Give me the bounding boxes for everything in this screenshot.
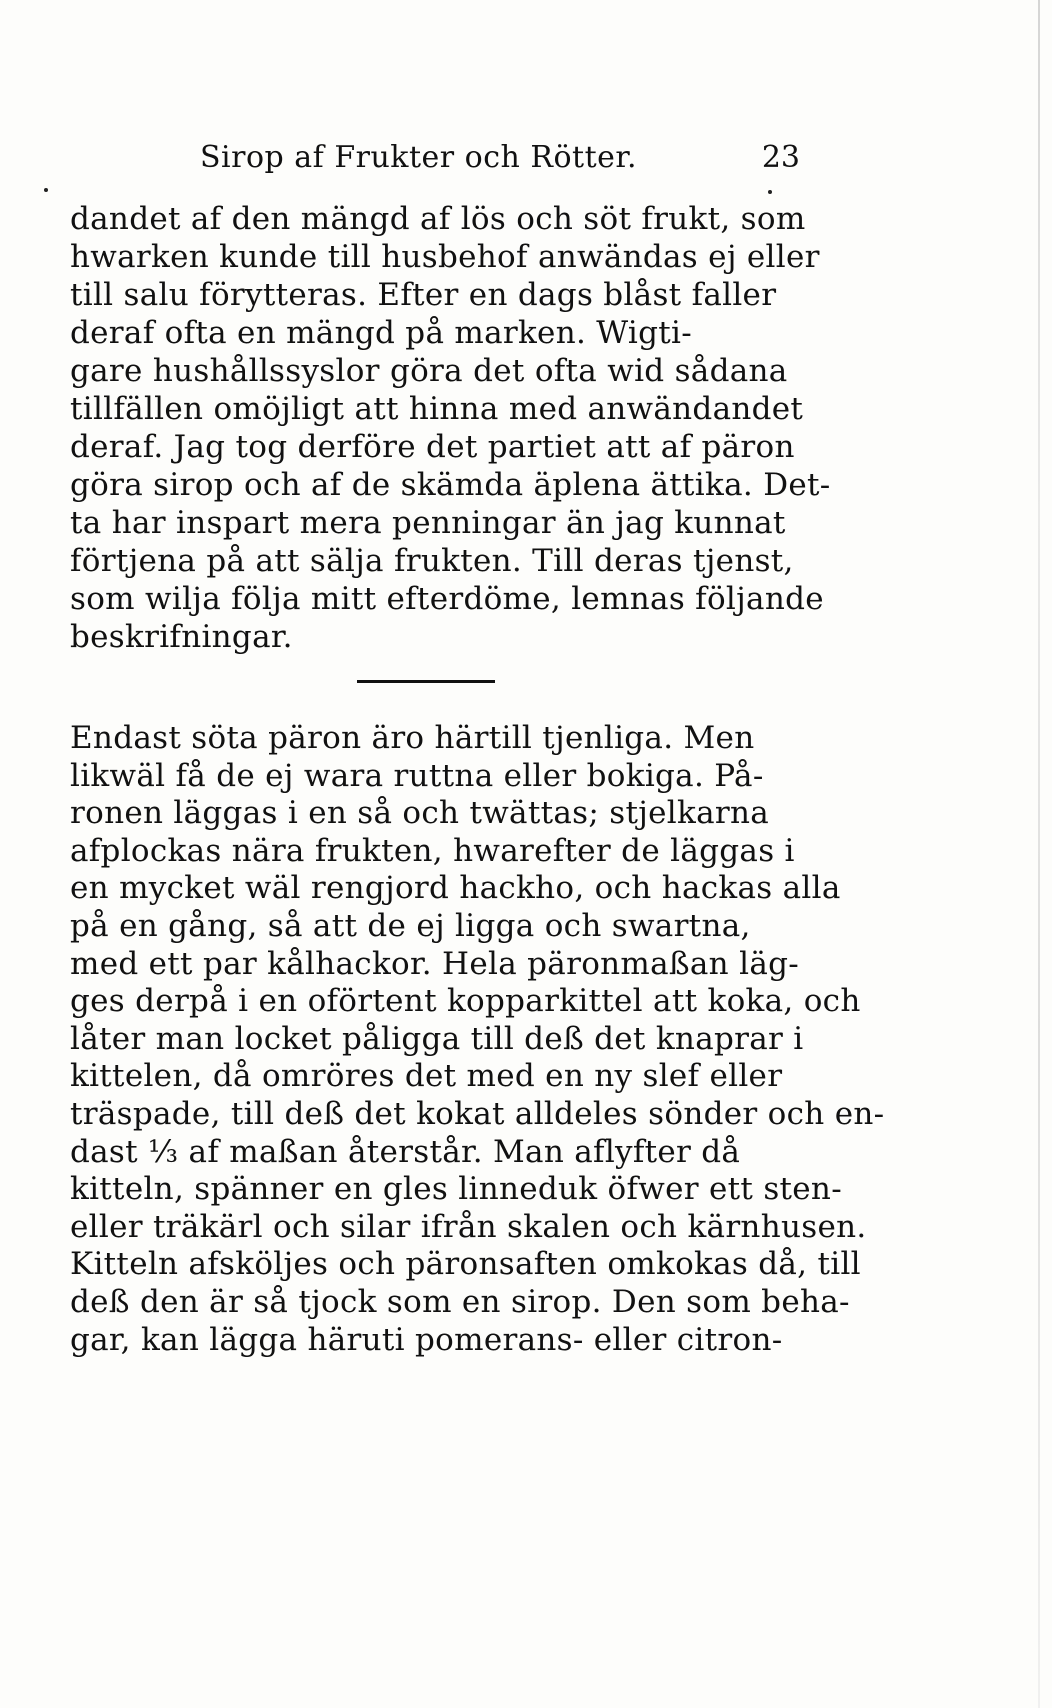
text-line: deraf ofta en mängd på marken. Wigti-	[70, 315, 693, 351]
text-line: förtjena på att sälja frukten. Till deras tjenst,	[70, 543, 794, 579]
ink-speck	[44, 188, 48, 192]
running-head: Sirop af Frukter och Rötter.	[200, 140, 637, 175]
text-line: dandet af den mängd af lös och söt frukt, som	[70, 201, 806, 237]
text-line: på en gång, så att de ej ligga och swartna,	[70, 907, 751, 944]
text-line: låter man locket påligga till deß det knaprar i	[70, 1020, 804, 1057]
text-line: deraf. Jag tog derföre det partiet att af päron	[70, 429, 795, 465]
paragraph-2	[70, 720, 885, 1359]
text-line: deß den är så tjock som en sirop. Den som beha-	[70, 1283, 850, 1320]
text-line: Kitteln afsköljes och päronsaften omkokas då, till	[70, 1246, 861, 1283]
text-line: med ett par kålhackor. Hela päronmaßan läg-	[70, 945, 800, 982]
text-line: dast ⅓ af maßan återstår. Man aflyfter då	[70, 1133, 741, 1170]
text-line: Endast söta päron äro härtill tjenliga. Men	[70, 720, 755, 756]
text-line: beskrifningar.	[70, 619, 293, 655]
text-line: hwarken kunde till husbehof anwändas ej eller	[70, 239, 820, 275]
text-line: ges derpå i en oförtent kopparkittel att koka, och	[70, 983, 861, 1020]
page-header	[200, 140, 800, 180]
text-line: gar, kan lägga häruti pomerans- eller citron-	[70, 1321, 783, 1358]
text-line: träspade, till deß det kokat alldeles sönder och en-	[70, 1095, 885, 1132]
text-line: likwäl få de ej wara ruttna eller bokiga. På-	[70, 757, 764, 794]
text-line: tillfällen omöjligt att hinna med anwändandet	[70, 391, 804, 427]
text-line: till salu förytteras. Efter en dags blåst faller	[70, 277, 777, 313]
section-divider	[357, 680, 495, 683]
text-line: göra sirop och af de skämda äplena ättika. Det-	[70, 467, 831, 503]
page-edge-shadow	[1038, 0, 1040, 1708]
ink-speck	[768, 190, 772, 194]
text-line: kittelen, då omröres det med en ny slef eller	[70, 1058, 783, 1095]
text-line: gare hushållssyslor göra det ofta wid sådana	[70, 353, 788, 389]
text-line: kitteln, spänner en gles linneduk öfwer ett sten-	[70, 1171, 842, 1208]
text-line: eller träkärl och silar ifrån skalen och kärnhusen.	[70, 1208, 867, 1245]
text-line: en mycket wäl rengjord hackho, och hackas alla	[70, 870, 841, 907]
text-line: som wilja följa mitt efterdöme, lemnas följande	[70, 581, 824, 617]
page-number: 23	[761, 140, 800, 175]
text-line: afplockas nära frukten, hwarefter de läggas i	[70, 832, 795, 869]
paragraph-1	[70, 200, 840, 656]
text-line: ronen läggas i en så och twättas; stjelkarna	[70, 795, 770, 832]
text-line: ta har inspart mera penningar än jag kunnat	[70, 505, 786, 541]
